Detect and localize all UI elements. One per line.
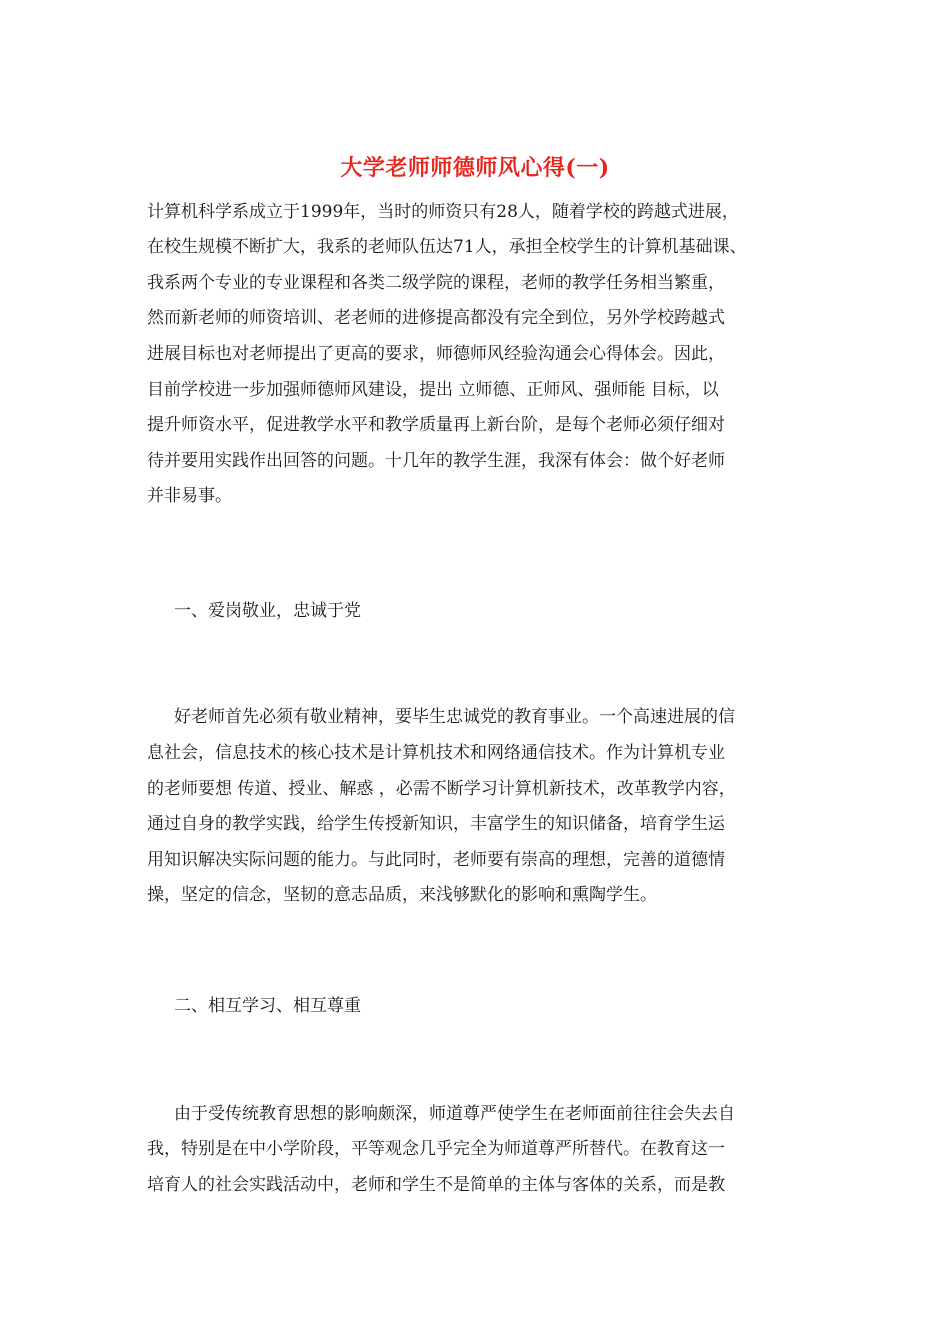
section1-line-5: 用知识解决实际问题的能力。与此同时，老师要有崇高的理想，完善的道德情 (147, 850, 725, 870)
section1-line-3: 的老师要想 传道、授业、解惑 ，必需不断学习计算机新技术，改革教学内容， (147, 779, 736, 799)
section-heading-1: 一、爱岗敬业，忠诚于党 (174, 601, 361, 621)
section1-line-1: 好老师首先必须有敬业精神，要毕生忠诚党的教育事业。一个高速进展的信 (174, 707, 735, 727)
document-title: 大学老师师德师风心得(一) (340, 155, 610, 181)
section-heading-2: 二、相互学习、相互尊重 (174, 996, 361, 1016)
section2-line-2: 我，特别是在中小学阶段，平等观念几乎完全为师道尊严所替代。在教育这一 (147, 1139, 725, 1159)
intro-line-9: 并非易事。 (147, 486, 232, 506)
intro-line-4: 然而新老师的师资培训、老老师的进修提高都没有完全到位，另外学校跨越式 (147, 308, 725, 328)
section1-line-4: 通过自身的教学实践，给学生传授新知识，丰富学生的知识储备，培育学生运 (147, 814, 725, 834)
section2-line-3: 培育人的社会实践活动中，老师和学生不是简单的主体与客体的关系，而是教 (147, 1175, 725, 1195)
intro-line-8: 待并要用实践作出回答的问题。十几年的教学生涯，我深有体会：做个好老师 (147, 451, 725, 471)
intro-line-2: 在校生规模不断扩大，我系的老师队伍达71人，承担全校学生的计算机基础课、 (147, 237, 747, 257)
intro-line-3: 我系两个专业的专业课程和各类二级学院的课程，老师的教学任务相当繁重， (147, 273, 725, 293)
section1-line-6: 操，坚定的信念，坚韧的意志品质，来浅够默化的影响和熏陶学生。 (147, 885, 657, 905)
intro-line-1: 计算机科学系成立于1999年，当时的师资只有28人，随着学校的跨越式进展， (147, 202, 739, 222)
section1-line-2: 息社会，信息技术的核心技术是计算机技术和网络通信技术。作为计算机专业 (147, 743, 725, 763)
intro-line-5: 进展目标也对老师提出了更高的要求，师德师风经验沟通会心得体会。因此， (147, 344, 725, 364)
section2-line-1: 由于受传统教育思想的影响颇深，师道尊严使学生在老师面前往往会失去自 (174, 1104, 735, 1124)
intro-line-6: 目前学校进一步加强师德师风建设，提出 立师德、正师风、强师能 目标，以 (147, 380, 719, 400)
intro-line-7: 提升师资水平，促进教学水平和教学质量再上新台阶，是每个老师必须仔细对 (147, 415, 725, 435)
